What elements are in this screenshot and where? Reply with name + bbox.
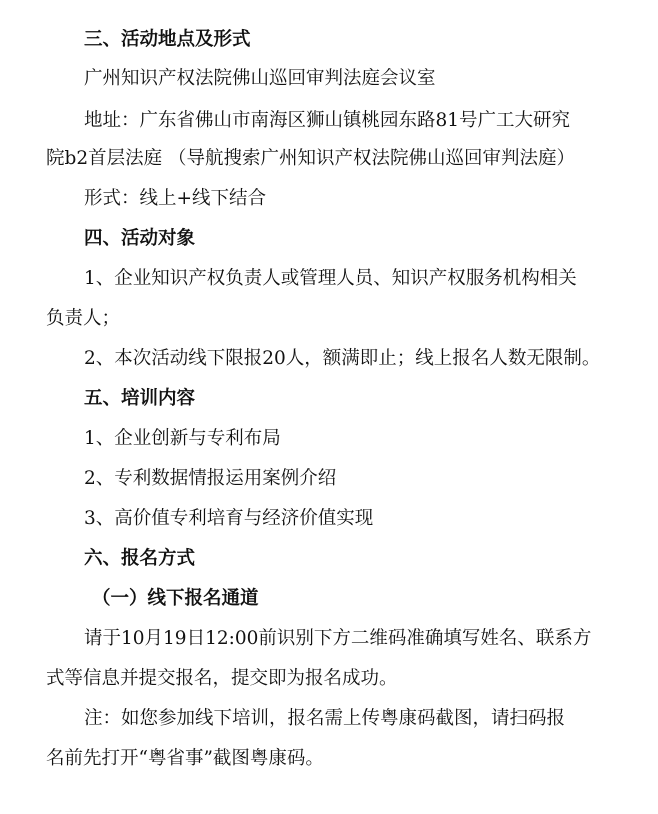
audience-item-1-line-2: 负责人； bbox=[46, 308, 121, 329]
address-line-1: 地址：广东省佛山市南海区狮山镇桃园东路81号广工大研究 bbox=[84, 110, 571, 131]
registration-note-line-1: 注：如您参加线下培训，报名需上传粤康码截图，请扫码报 bbox=[84, 708, 566, 729]
registration-para-line-2: 式等信息并提交报名，提交即为报名成功。 bbox=[46, 668, 398, 689]
venue-text: 广州知识产权法院佛山巡回审判法庭会议室 bbox=[84, 68, 436, 89]
section-heading-registration: 六、报名方式 bbox=[84, 548, 196, 569]
registration-note-line-2: 名前先打开“粤省事”截图粤康码。 bbox=[46, 748, 324, 769]
section-heading-location: 三、活动地点及形式 bbox=[84, 29, 251, 50]
content-item-3: 3、高价值专利培育与经济价值实现 bbox=[84, 508, 374, 529]
address-line-2: 院b2首层法庭 （导航搜索广州知识产权法院佛山巡回审判法庭） bbox=[46, 148, 575, 169]
audience-item-2: 2、本次活动线下限报20人，额满即止；线上报名人数无限制。 bbox=[84, 348, 601, 369]
section-heading-content: 五、培训内容 bbox=[84, 388, 196, 409]
registration-subheading: （一）线下报名通道 bbox=[92, 588, 259, 609]
registration-para-line-1: 请于10月19日12:00前识别下方二维码准确填写姓名、联系方 bbox=[84, 628, 592, 649]
audience-item-1-line-1: 1、企业知识产权负责人或管理人员、知识产权服务机构相关 bbox=[84, 268, 577, 289]
content-item-2: 2、专利数据情报运用案例介绍 bbox=[84, 468, 337, 489]
format-text: 形式：线上+线下结合 bbox=[84, 188, 267, 209]
content-item-1: 1、企业创新与专利布局 bbox=[84, 428, 281, 449]
section-heading-audience: 四、活动对象 bbox=[84, 228, 196, 249]
